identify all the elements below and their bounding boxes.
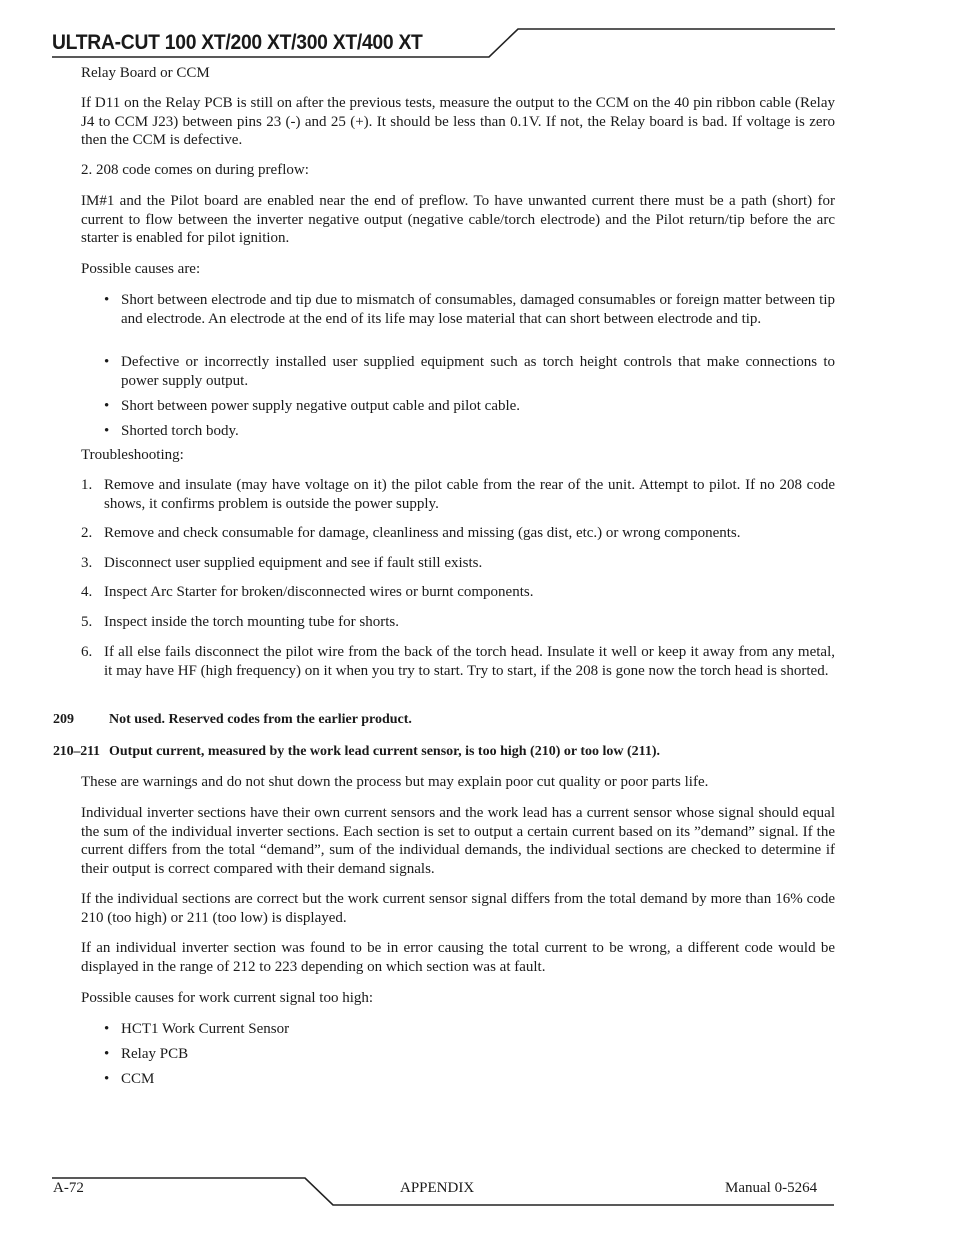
bullet-marker: •: [104, 292, 110, 308]
step-text: Inspect Arc Starter for broken/disconnected wires or burnt components.: [104, 584, 534, 600]
manual-number: Manual 0-5264: [725, 1180, 818, 1196]
bullet-marker: •: [104, 1021, 110, 1037]
step-number: 3.: [81, 555, 93, 571]
step-number: 4.: [81, 584, 93, 600]
step-number: 5.: [81, 614, 93, 630]
step-text: Disconnect user supplied equipment and see if fault still exists.: [104, 555, 483, 571]
high-causes-label: Possible causes for work current signal too high:: [81, 990, 374, 1006]
bullet-marker: •: [104, 398, 110, 414]
possible-causes-label: Possible causes are:: [81, 261, 201, 277]
troubleshooting-label: Troubleshooting:: [81, 447, 184, 463]
warnings-paragraph: These are warnings and do not shut down the process but may explain poor cut quality or poor parts life.: [81, 774, 709, 790]
relay-paragraph: If D11 on the Relay PCB is still on after the previous tests, measure the output to the CCM on the 40 pin ribbon cable (Relay J4 to CCM J23) between pins 23 (-) and 25 (+). It should be less than 0.1V. If not, the Relay board is bad. If voltage is zero then the CCM is defective.: [81, 95, 835, 149]
high-cause-item: CCM: [121, 1071, 155, 1087]
step-text: Remove and check consumable for damage, cleanliness and missing (gas dist, etc.) or wrong components.: [104, 525, 741, 541]
step-text: Inspect inside the torch mounting tube for shorts.: [104, 614, 399, 630]
step-text: Remove and insulate (may have voltage on it) the pilot cable from the rear of the unit. Attempt to pilot. If no 208 code shows, it confirms problem is outside the power supply.: [104, 477, 835, 512]
error-paragraph: If an individual inverter section was found to be in error causing the total current to be wrong, a different code would be displayed in the range of 212 to 223 depending on which section was at fault.: [81, 940, 835, 975]
relay-heading: Relay Board or CCM: [81, 65, 210, 81]
bullet-marker: •: [104, 1071, 110, 1087]
section-name: APPENDIX: [400, 1180, 475, 1196]
code-209: 209: [53, 712, 74, 727]
individual-paragraph: Individual inverter sections have their own current sensors and the work lead has a current sensor whose signal should equal the sum of the individual inverter sections. Each section is set to output a certain current based on its ”demand” signal. If the current differs from the total “demand”, sum of the individual demands, the individual sections are checked to determine if their output is correct compared with their demand signals.: [81, 805, 835, 877]
step-number: 1.: [81, 477, 93, 493]
code-209-text: Not used. Reserved codes from the earlier product.: [109, 712, 412, 727]
cause-item: Defective or incorrectly installed user supplied equipment such as torch height controls that make connections to power supply output.: [121, 354, 835, 389]
bullet-marker: •: [104, 1046, 110, 1062]
cause-item: Short between power supply negative output cable and pilot cable.: [121, 398, 521, 414]
code-210-211: 210–211: [53, 744, 100, 759]
item2-line: 2. 208 code comes on during preflow:: [81, 162, 309, 178]
im-paragraph: IM#1 and the Pilot board are enabled near the end of preflow. To have unwanted current there must be a path (short) for current to flow between the inverter negative output (negative cable/torch electrode) and the Pilot return/tip before the arc starter is enabled for pilot ignition.: [81, 193, 835, 247]
step-number: 2.: [81, 525, 93, 541]
step-text: If all else fails disconnect the pilot wire from the back of the torch head. Insulate it well or keep it away from any metal, it may have HF (high frequency) on it when you try to start. Try to start, if the 208 is gone now the torch head is shorted.: [104, 644, 835, 679]
high-cause-item: HCT1 Work Current Sensor: [121, 1021, 290, 1037]
step-number: 6.: [81, 644, 93, 660]
high-cause-item: Relay PCB: [121, 1046, 189, 1062]
cause-item: Short between electrode and tip due to mismatch of consumables, damaged consumables or foreign matter between tip and electrode. An electrode at the end of its life may lose material that can short between electrode and tip.: [121, 292, 835, 327]
bullet-marker: •: [104, 354, 110, 370]
correct-paragraph: If the individual sections are correct but the work current sensor signal differs from the total demand by more than 16% code 210 (too high) or 211 (too low) is displayed.: [81, 891, 835, 926]
page-number: A-72: [53, 1180, 84, 1196]
cause-item: Shorted torch body.: [121, 423, 239, 439]
header-title: ULTRA-CUT 100 XT/200 XT/300 XT/400 XT: [52, 31, 423, 54]
code-210-211-text: Output current, measured by the work lead current sensor, is too high (210) or too low (211).: [109, 744, 661, 759]
bullet-marker: •: [104, 423, 110, 439]
